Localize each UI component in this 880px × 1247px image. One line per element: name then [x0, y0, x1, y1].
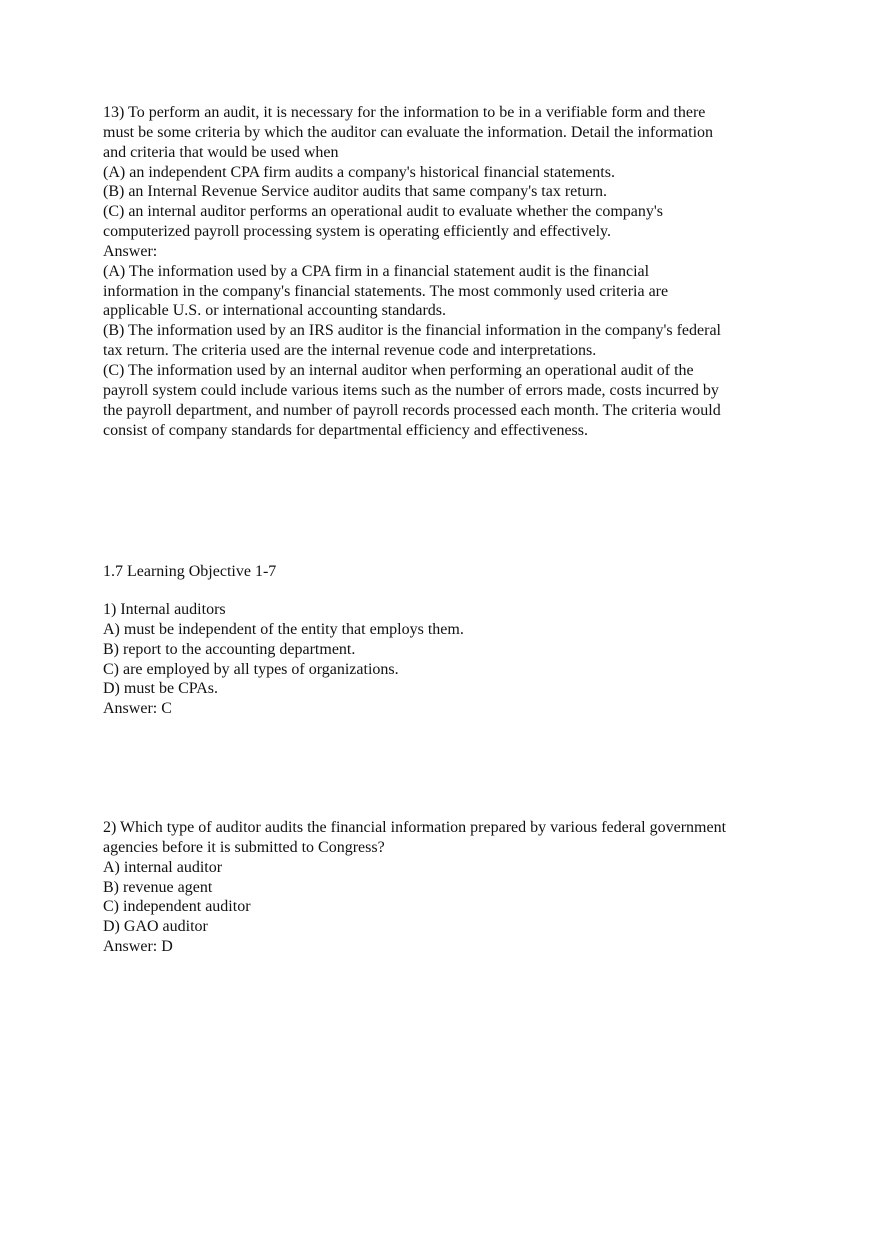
text-line: Answer: C	[103, 700, 172, 718]
text-line: and criteria that would be used when	[103, 143, 339, 161]
text-line: 2) Which type of auditor audits the financial information prepared by various federal government	[103, 819, 727, 836]
text-line: (B) an Internal Revenue Service auditor audits that same company's tax return.	[103, 183, 608, 201]
question-1	[103, 600, 803, 719]
text-line: B) report to the accounting department.	[103, 640, 356, 658]
text-line: C) are employed by all types of organizations.	[103, 660, 399, 678]
text-line: D) GAO auditor	[103, 918, 208, 936]
section-heading	[103, 562, 803, 582]
text-line: agencies before it is submitted to Congress?	[103, 838, 385, 856]
text-line: Answer: D	[103, 938, 173, 956]
question-2	[103, 818, 803, 957]
text-line: (B) The information used by an IRS auditor is the financial information in the company's federal	[103, 322, 721, 340]
text-line: information in the company's financial statements. The most commonly used criteria are	[103, 282, 669, 300]
text-line: (C) The information used by an internal auditor when performing an operational audit of the	[103, 361, 694, 379]
text-line: computerized payroll processing system is operating efficiently and effectively.	[103, 223, 611, 241]
text-line: the payroll department, and number of payroll records processed each month. The criteria would	[103, 401, 721, 419]
text-line: 1) Internal auditors	[103, 601, 226, 618]
text-line: 13) To perform an audit, it is necessary for the information to be in a verifiable form and there	[103, 104, 706, 121]
text-line: D) must be CPAs.	[103, 680, 218, 698]
text-line: B) revenue agent	[103, 878, 213, 896]
text-line: (A) The information used by a CPA firm in a financial statement audit is the financial	[103, 262, 650, 280]
text-line: tax return. The criteria used are the internal revenue code and interpretations.	[103, 342, 597, 360]
text-line: A) must be independent of the entity that employs them.	[103, 620, 464, 638]
text-line: C) independent auditor	[103, 898, 251, 916]
text-line: applicable U.S. or international accounting standards.	[103, 302, 447, 320]
text-line: consist of company standards for departmental efficiency and effectiveness.	[103, 421, 589, 439]
text-line: (C) an internal auditor performs an operational audit to evaluate whether the company's	[103, 203, 664, 221]
text-line: (A) an independent CPA firm audits a company's historical financial statements.	[103, 163, 615, 181]
text-line: must be some criteria by which the auditor can evaluate the information. Detail the information	[103, 123, 714, 141]
text-line: Answer:	[103, 242, 158, 260]
question-13	[103, 103, 803, 440]
text-line: A) internal auditor	[103, 858, 223, 876]
text-line: payroll system could include various items such as the number of errors made, costs incurred by	[103, 381, 719, 399]
section-heading-text: 1.7 Learning Objective 1-7	[103, 563, 277, 580]
